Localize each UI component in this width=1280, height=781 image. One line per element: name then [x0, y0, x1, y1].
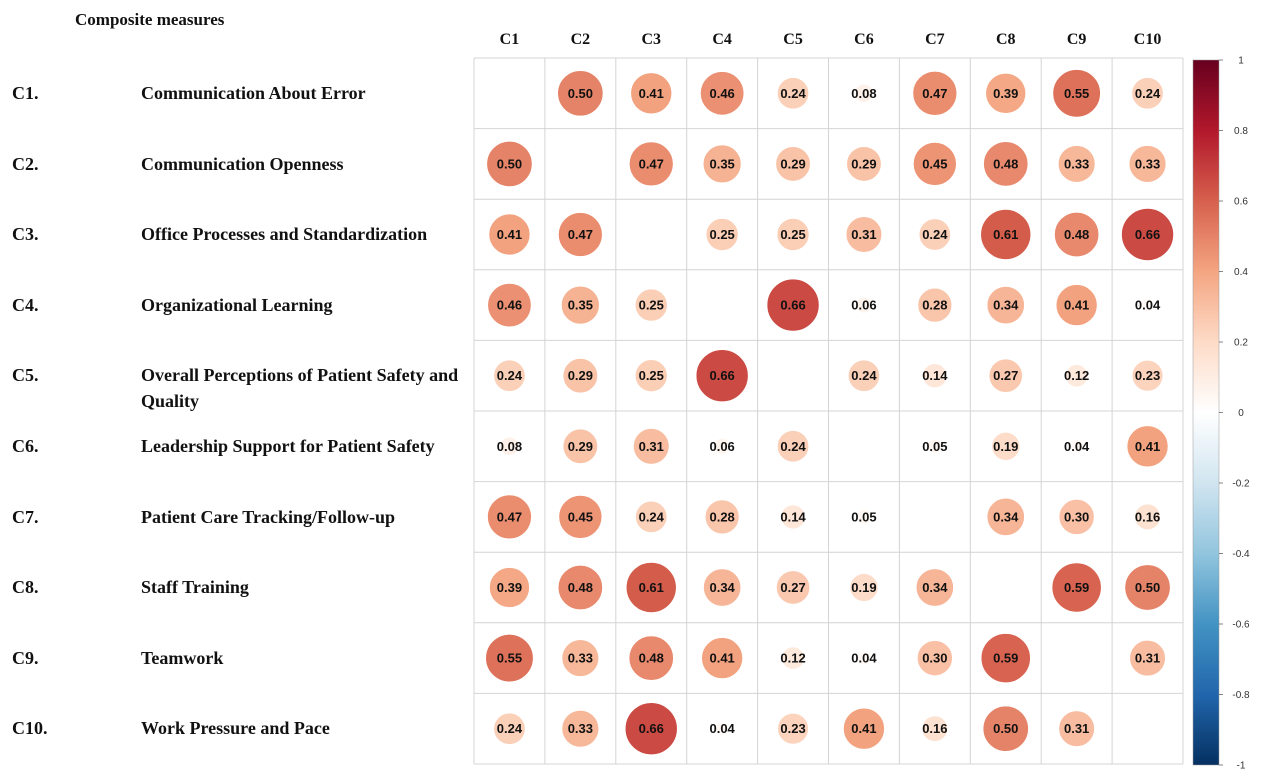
- correlation-value-label: 0.24: [1134, 85, 1161, 101]
- correlation-value-label: 0.14: [780, 509, 806, 525]
- correlation-value-label: 0.66: [1134, 227, 1161, 242]
- correlation-value-label: 0.41: [851, 721, 877, 737]
- color-bar-tick-label: -0.8: [1232, 690, 1250, 701]
- correlation-value-label: 0.08: [851, 85, 877, 101]
- correlation-value-label: 0.50: [496, 156, 523, 172]
- row-code: C4.: [12, 294, 39, 315]
- correlation-value-label: 0.47: [922, 85, 948, 101]
- row-label: Patient Care Tracking/Follow-up: [141, 506, 395, 527]
- correlation-value-label: 0.25: [638, 368, 664, 384]
- correlation-value-label: 0.06: [851, 297, 877, 313]
- correlation-value-label: 0.31: [851, 227, 877, 242]
- row-label: Communication About Error: [141, 83, 366, 103]
- color-bar-tick-label: 0.2: [1234, 337, 1248, 349]
- correlation-value-label: 0.61: [638, 580, 664, 595]
- correlation-value-label: 0.48: [993, 156, 1019, 172]
- row-label: Office Processes and Standardization: [141, 224, 428, 245]
- correlation-value-label: 0.19: [851, 580, 877, 595]
- correlation-value-label: 0.59: [1063, 580, 1090, 595]
- correlation-value-label: 0.04: [709, 721, 735, 737]
- correlation-value-label: 0.46: [496, 297, 523, 313]
- correlation-value-label: 0.55: [1063, 85, 1090, 101]
- row-label: Overall Perceptions of Patient Safety and Quality: [141, 365, 459, 412]
- column-header: C9: [1066, 31, 1087, 48]
- column-header: C8: [995, 31, 1016, 48]
- correlation-value-label: 0.46: [709, 85, 735, 101]
- correlation-value-label: 0.48: [1063, 227, 1090, 242]
- row-code: C3.: [12, 224, 39, 245]
- correlation-value-label: 0.27: [780, 580, 806, 595]
- correlation-value-label: 0.28: [709, 509, 735, 525]
- correlation-value-label: 0.41: [496, 227, 523, 242]
- column-header: C10: [1133, 31, 1162, 48]
- correlation-value-label: 0.04: [1063, 438, 1090, 454]
- color-bar-tick-label: 0.8: [1234, 126, 1248, 137]
- correlation-value-label: 0.41: [638, 85, 664, 101]
- correlation-value-label: 0.25: [780, 227, 806, 242]
- color-bar-tick-label: -1: [1236, 760, 1246, 772]
- row-label: Organizational Learning: [141, 294, 333, 315]
- correlation-value-label: 0.34: [922, 580, 948, 595]
- row-code: C8.: [12, 577, 39, 598]
- row-code: C10.: [12, 718, 48, 739]
- row-label: Teamwork: [141, 647, 224, 668]
- correlation-value-label: 0.59: [993, 650, 1019, 666]
- correlation-value-label: 0.24: [851, 368, 877, 384]
- color-bar-tick-label: 0.6: [1234, 196, 1248, 208]
- correlation-value-label: 0.35: [567, 297, 594, 313]
- correlation-value-label: 0.30: [922, 650, 948, 666]
- correlation-value-label: 0.33: [1134, 156, 1161, 172]
- column-header: C1: [499, 31, 520, 48]
- correlation-value-label: 0.19: [993, 438, 1019, 454]
- column-header: C7: [925, 31, 945, 48]
- correlation-value-label: 0.25: [709, 227, 735, 242]
- correlation-value-label: 0.33: [1063, 156, 1090, 172]
- correlation-value-label: 0.34: [709, 580, 735, 595]
- correlation-value-label: 0.48: [567, 580, 594, 595]
- correlation-value-label: 0.41: [1134, 438, 1161, 454]
- row-code: C1.: [12, 83, 39, 103]
- correlation-value-label: 0.25: [638, 297, 664, 313]
- column-header: C6: [854, 31, 874, 48]
- correlation-value-label: 0.24: [780, 438, 806, 454]
- correlation-value-label: 0.45: [567, 509, 594, 525]
- correlation-value-label: 0.06: [709, 438, 735, 454]
- correlation-value-label: 0.29: [567, 438, 594, 454]
- correlation-value-label: 0.29: [567, 368, 594, 384]
- correlation-value-label: 0.33: [567, 721, 594, 737]
- correlation-value-label: 0.55: [496, 650, 523, 666]
- color-bar-tick-label: 0: [1238, 408, 1244, 419]
- column-header: C5: [783, 31, 803, 48]
- correlation-value-label: 0.14: [922, 368, 948, 384]
- correlation-value-label: 0.61: [993, 227, 1019, 242]
- correlation-value-label: 0.30: [1063, 509, 1090, 525]
- correlation-value-label: 0.08: [496, 438, 523, 454]
- row-code: C9.: [12, 647, 39, 668]
- row-label: Leadership Support for Patient Safety: [141, 436, 435, 456]
- correlation-value-label: 0.23: [780, 721, 806, 737]
- color-bar-tick-label: -0.2: [1232, 478, 1250, 490]
- correlation-value-label: 0.16: [1134, 509, 1161, 525]
- correlation-value-label: 0.66: [638, 721, 664, 737]
- column-headers: [500, 31, 1162, 48]
- row-code: C7.: [12, 506, 39, 527]
- row-label: Staff Training: [141, 577, 249, 598]
- column-header: C3: [641, 31, 662, 48]
- correlation-value-label: 0.50: [567, 85, 594, 101]
- correlation-value-label: 0.47: [567, 227, 594, 242]
- correlation-value-label: 0.50: [993, 721, 1019, 737]
- correlation-value-label: 0.39: [496, 580, 523, 595]
- correlation-value-label: 0.05: [851, 509, 877, 525]
- correlation-value-label: 0.04: [851, 650, 877, 666]
- column-header: C2: [570, 31, 591, 48]
- correlation-value-label: 0.24: [496, 721, 523, 737]
- correlation-value-label: 0.24: [922, 227, 948, 242]
- correlation-value-label: 0.41: [1063, 297, 1090, 313]
- correlation-value-label: 0.39: [993, 85, 1019, 101]
- correlation-value-label: 0.24: [496, 368, 523, 384]
- color-bar-tick-label: -0.4: [1232, 549, 1250, 560]
- correlation-value-label: 0.45: [922, 156, 948, 172]
- correlation-value-label: 0.28: [922, 297, 948, 313]
- correlation-value-label: 0.66: [709, 368, 735, 384]
- correlation-value-label: 0.35: [709, 156, 735, 172]
- correlation-value-label: 0.05: [922, 438, 948, 454]
- correlation-value-label: 0.29: [851, 156, 877, 172]
- row-code: C5.: [12, 365, 39, 386]
- correlation-value-label: 0.04: [1134, 297, 1161, 313]
- color-bar: [1193, 60, 1219, 765]
- color-bar-tick-label: -0.6: [1232, 619, 1250, 631]
- row-code: C6.: [12, 436, 39, 456]
- row-label: Work Pressure and Pace: [141, 718, 330, 739]
- correlation-value-label: 0.34: [993, 297, 1019, 313]
- correlation-value-label: 0.41: [709, 650, 735, 666]
- row-label: Communication Openness: [141, 153, 344, 174]
- correlation-value-label: 0.27: [993, 368, 1019, 384]
- correlation-value-label: 0.16: [922, 721, 948, 737]
- correlation-value-label: 0.50: [1134, 580, 1161, 595]
- correlation-value-label: 0.31: [1063, 721, 1090, 737]
- correlation-value-label: 0.33: [567, 650, 594, 666]
- correlation-marks: [486, 70, 1174, 755]
- correlation-value-label: 0.31: [1134, 650, 1161, 666]
- correlation-value-label: 0.23: [1134, 368, 1161, 384]
- color-bar-legend: [1193, 56, 1250, 772]
- color-bar-tick-label: 0.4: [1234, 267, 1248, 278]
- correlation-value-label: 0.47: [496, 509, 523, 525]
- correlation-value-label: 0.47: [638, 156, 664, 172]
- correlation-value-label: 0.29: [780, 156, 806, 172]
- correlation-value-label: 0.24: [780, 85, 806, 101]
- color-bar-tick-label: 1: [1238, 55, 1244, 67]
- correlation-value-label: 0.48: [638, 650, 664, 666]
- correlation-value-label: 0.12: [780, 650, 806, 666]
- correlation-value-label: 0.34: [993, 509, 1019, 525]
- chart-header-title: Composite measures: [75, 10, 225, 29]
- correlation-value-label: 0.31: [638, 438, 664, 454]
- column-header: C4: [712, 31, 732, 48]
- row-code: C2.: [12, 153, 39, 174]
- correlation-value-label: 0.24: [638, 509, 664, 525]
- correlation-value-label: 0.12: [1063, 368, 1090, 384]
- correlation-value-label: 0.66: [780, 297, 806, 313]
